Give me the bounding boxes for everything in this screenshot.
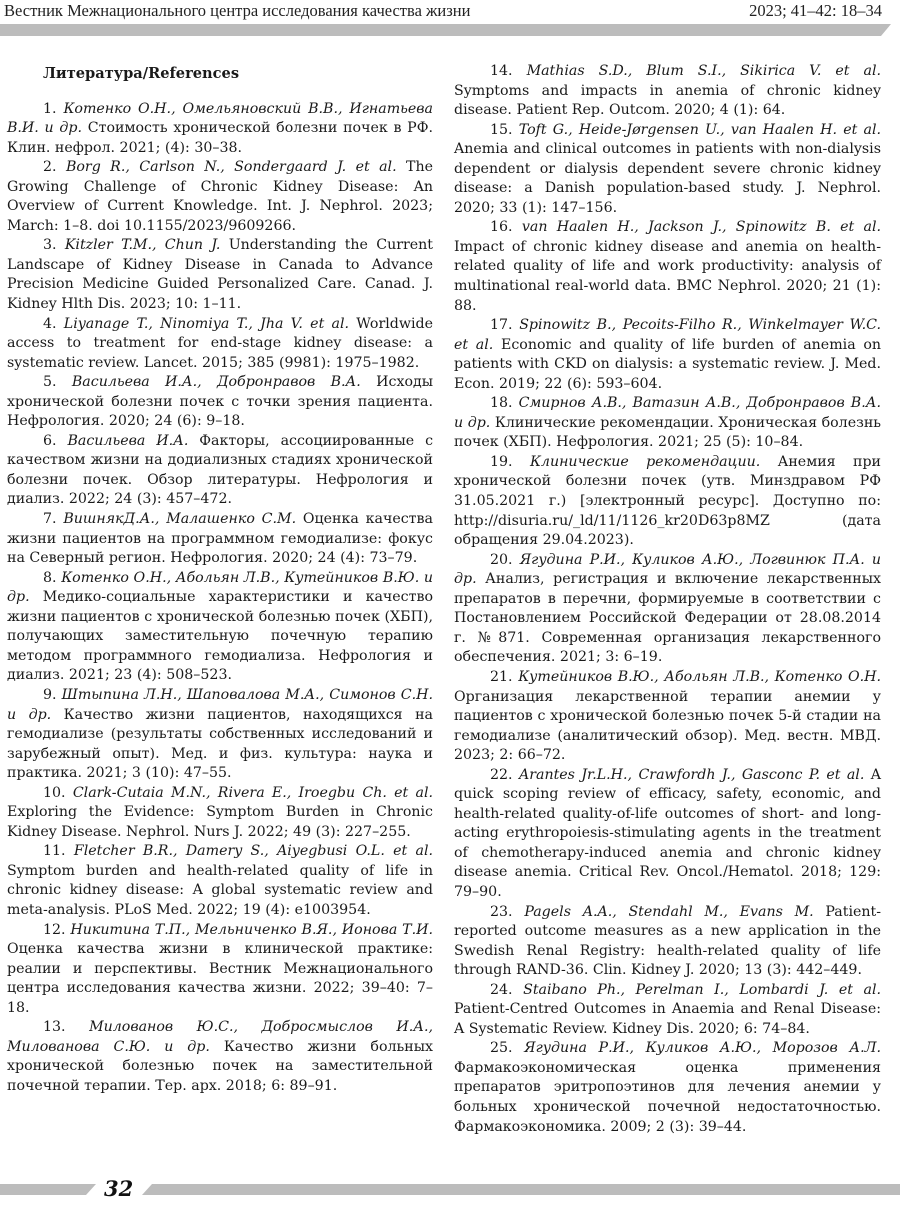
reference-authors: Штыпина Л.Н., Шаповалова М.А., Симонов С.Н. и др. bbox=[7, 686, 434, 723]
reference-authors: Ягудина Р.И., Куликов А.Ю., Морозов А.Л. bbox=[524, 1040, 882, 1057]
reference-item bbox=[454, 766, 881, 903]
reference-item bbox=[454, 121, 881, 219]
reference-authors: Kitzler T.M., Chun J. bbox=[64, 237, 221, 254]
reference-number: 16. bbox=[490, 219, 513, 236]
header-rule-bar bbox=[0, 24, 881, 36]
reference-text: Understanding the Current Landscape of Kidney Disease in Canada to Advance Precision Medicine Guided Personalized Care. Canad. J. Kidney Hlth Dis. 2023; 10: 1–11. bbox=[7, 237, 434, 313]
reference-text: Клинические рекомендации. Хроническая болезнь почек (ХБП). Нефрология. 2021; 25 (5): 10–84. bbox=[454, 414, 882, 451]
reference-item bbox=[454, 551, 881, 668]
reference-number: 15. bbox=[490, 121, 513, 138]
reference-authors: Котенко О.Н., Омельяновский В.В., Игнатьева В.И. и др. bbox=[7, 100, 433, 137]
reference-authors: Clark-Cutaia M.N., Rivera E., Iroegbu Ch. et al. bbox=[72, 784, 433, 801]
reference-text: The Growing Challenge of Chronic Kidney Disease: An Overview of Current Knowledge. Int. J. Nephrol. 2023; March: 1–8. doi 10.1155/2023/9609266. bbox=[7, 159, 433, 234]
reference-text: Symptom burden and health-related quality of life in chronic kidney disease: A global systematic review and meta-analysis. PLoS Med. 2022; 19 (4): e1003954. bbox=[7, 862, 433, 918]
reference-authors: Кутейников В.Ю., Абольян Л.В., Котенко О.Н. bbox=[518, 668, 881, 685]
reference-list-left bbox=[7, 100, 433, 1097]
reference-authors: Mathias S.D., Blum S.I., Sikirica V. et al. bbox=[526, 63, 881, 79]
reference-item bbox=[7, 100, 433, 159]
reference-text: Оценка качества жизни пациентов на программном гемодиализе: фокус на Северный регион. Нефрология. 2020; 24 (4): 73–79. bbox=[7, 511, 433, 567]
reference-text: Анализ, регистрация и включение лекарственных препаратов в перечни, формируемые в соответствии с Постановлением Российской Федерации от 28.08.2014 г. №871. Современная организация лекарственного обеспечения. 2021; 3: 6–19. bbox=[454, 571, 882, 666]
reference-item bbox=[7, 686, 433, 784]
reference-number: 1. bbox=[43, 100, 57, 117]
footer-rule-left bbox=[0, 1184, 86, 1195]
reference-text: Economic and quality of life burden of anemia on patients with CKD on dialysis: a systematic review. J. Med. Econ. 2019; 22 (6): 593–604. bbox=[454, 336, 881, 392]
reference-item bbox=[454, 62, 881, 121]
reference-number: 8. bbox=[43, 569, 57, 586]
right-column bbox=[454, 62, 881, 1137]
reference-item bbox=[454, 218, 881, 316]
reference-number: 22. bbox=[490, 766, 513, 783]
reference-authors: Spinowitz B., Pecoits-Filho R., Winkelmayer W.C. et al. bbox=[454, 317, 882, 353]
reference-item bbox=[7, 842, 433, 920]
reference-text: Качество жизни больных хронической болезнью почек на заместительной почечной терапии. Тер. арх. 2018; 6: 89–91. bbox=[7, 1038, 433, 1094]
reference-text: Анемия при хронической болезни почек (утв. Минздравом РФ 31.05.2021 г.) [электронный ресурс]. Доступно по: http://disuria.ru/_ld/11/1126_kr20D63p8MZ (дата обращения 29.04.2023). bbox=[454, 453, 881, 549]
reference-number: 20. bbox=[490, 551, 513, 568]
reference-authors: van Haalen H., Jackson J., Spinowitz B. et al. bbox=[521, 219, 881, 236]
reference-number: 24. bbox=[490, 981, 513, 998]
reference-number: 7. bbox=[43, 511, 57, 528]
reference-text: Качество жизни пациентов, находящихся на гемодиализе (результаты собственных исследований и зарубежный опыт). Мед. и физ. культура: наука и практика. 2021; 3 (10): 47–55. bbox=[7, 706, 434, 782]
reference-authors: Клинические рекомендации. bbox=[529, 453, 761, 470]
reference-authors: Смирнов А.В., Ватазин А.В., Добронравов В.А. и др. bbox=[454, 395, 881, 431]
reference-authors: Котенко О.Н., Абольян Л.В., Кутейников В.Ю. и др. bbox=[7, 569, 433, 606]
reference-text: Факторы, ассоциированные с качеством жизни на додиализных стадиях хронической болезни почек. Обзор литературы. Нефрология и диализ. 2022; 24 (3): 457–472. bbox=[7, 432, 434, 508]
reference-item bbox=[7, 236, 433, 314]
reference-number: 12. bbox=[43, 921, 66, 938]
reference-item bbox=[7, 921, 433, 1019]
reference-authors: Никитина Т.П., Мельниченко В.Я., Ионова Т.И. bbox=[70, 921, 433, 938]
reference-item bbox=[454, 1039, 881, 1137]
reference-authors: Arantes Jr.L.H., Crawfordh J., Gasconc P. et al. bbox=[518, 766, 865, 783]
reference-authors: Fletcher B.R., Damery S., Aiyegbusi O.L. et al. bbox=[73, 843, 433, 860]
issue-info: 2023; 41–42: 18–34 bbox=[749, 1, 882, 20]
reference-item bbox=[454, 316, 881, 394]
reference-authors: ВишнякД.А., Малашенко С.М. bbox=[63, 511, 297, 528]
reference-number: 2. bbox=[43, 159, 57, 176]
reference-text: A quick scoping review of efficacy, safety, economic, and health-related quality-of-life outcomes of short- and long-acting erythropoiesis-stimulating agents in the treatment of chemotherapy-induced anemia and chronic kidney disease anemia. Critical Rev. Oncol./Hematol. 2018; 129: 79–90. bbox=[454, 766, 881, 900]
reference-text: Организация лекарственной терапии анемии у пациентов с хронической болезнью почек 5-й стадии на гемодиализе (аналитический обзор). Мед. вестн. МВД. 2023; 2: 66–72. bbox=[454, 688, 881, 764]
reference-list-right bbox=[454, 62, 881, 1137]
reference-text: Exploring the Evidence: Symptom Burden in Chronic Kidney Disease. Nephrol. Nurs J. 2022; 49 (3): 227–255. bbox=[7, 804, 433, 840]
reference-text: Фармакоэкономическая оценка применения препаратов эритропоэтинов для лечения анемии у больных хронической почечной недостаточностью. Фармакоэкономика. 2009; 2 (3): 39–44. bbox=[454, 1059, 881, 1135]
references-heading: Литература/References bbox=[43, 65, 240, 82]
reference-number: 18. bbox=[490, 395, 513, 412]
reference-item bbox=[454, 668, 881, 766]
reference-authors: Borg R., Carlson N., Sondergaard J. et al. bbox=[65, 159, 397, 176]
reference-authors: Pagels A.A., Stendahl M., Evans M. bbox=[524, 903, 814, 920]
reference-text: Оценка качества жизни в клинической практике: реалии и перспективы. Вестник Межнационального центра исследования качества жизни. 2022; 39–40: 7–18. bbox=[7, 941, 433, 1016]
reference-item bbox=[7, 510, 433, 569]
journal-title: Вестник Межнационального центра исследования качества жизни bbox=[4, 1, 471, 20]
reference-authors: Ягудина Р.И., Куликов А.Ю., Логвинюк П.А. и др. bbox=[454, 551, 882, 588]
reference-number: 6. bbox=[43, 432, 57, 449]
reference-number: 21. bbox=[490, 668, 513, 685]
left-column bbox=[7, 62, 433, 1096]
reference-number: 11. bbox=[43, 843, 66, 860]
page-number: 32 bbox=[104, 1176, 134, 1201]
reference-number: 4. bbox=[43, 315, 57, 332]
reference-item bbox=[454, 981, 881, 1040]
reference-text: Медико-социальные характеристики и качество жизни пациентов с хронической болезнью почек (ХБП), получающих заместительную почечную терапию методом программного гемодиализа. Нефрология и диализ. 2021; 23 (4): 508–523. bbox=[7, 589, 434, 684]
reference-authors: Васильева И.А., Добронравов В.А. bbox=[71, 374, 361, 391]
reference-text: Symptoms and impacts in anemia of chronic kidney disease. Patient Rep. Outcom. 2020; 4 (1): 64. bbox=[454, 82, 881, 119]
reference-authors: Васильева И.А. bbox=[67, 432, 189, 449]
reference-item bbox=[7, 1018, 433, 1096]
reference-number: 17. bbox=[490, 317, 513, 334]
reference-authors: Liyanage T., Ninomiya T., Jha V. et al. bbox=[63, 315, 350, 332]
reference-number: 23. bbox=[490, 903, 513, 920]
reference-item bbox=[7, 373, 433, 432]
reference-number: 3. bbox=[43, 237, 57, 254]
reference-item bbox=[7, 315, 433, 374]
running-header bbox=[0, 0, 900, 22]
reference-authors: Toft G., Heide-Jørgensen U., van Haalen H. et al. bbox=[518, 121, 881, 138]
reference-number: 19. bbox=[490, 453, 513, 470]
reference-item bbox=[454, 903, 881, 981]
reference-authors: Staibano Ph., Perelman I., Lombardi J. et al. bbox=[523, 981, 881, 998]
reference-number: 9. bbox=[43, 686, 57, 703]
reference-item bbox=[454, 453, 881, 551]
reference-item bbox=[7, 569, 433, 686]
reference-item bbox=[7, 784, 433, 843]
reference-number: 14. bbox=[490, 63, 513, 79]
reference-text: Impact of chronic kidney disease and anemia on health-related quality of life and work productivity: analysis of multinational real-world data. BMC Nephrol. 2020; 21 (1): 88. bbox=[454, 238, 881, 314]
reference-text: Стоимость хронической болезни почек в РФ. Клин. нефрол. 2021; (4): 30–38. bbox=[7, 120, 434, 156]
reference-number: 25. bbox=[490, 1040, 513, 1057]
footer-rule-right bbox=[152, 1184, 900, 1195]
reference-text: Patient-Centred Outcomes in Anaemia and Renal Disease: A Systematic Review. Kidney Dis. 2020; 6: 74–84. bbox=[454, 1001, 881, 1037]
reference-text: Patient-reported outcome measures as a new application in the Swedish Renal Registry: health-related quality of life through RAND-36. Clin. Kidney J. 2020; 13 (3): 442–449. bbox=[454, 903, 882, 979]
reference-item bbox=[7, 432, 433, 510]
reference-text: Worldwide access to treatment for end-stage kidney disease: a systematic review. Lancet. 2015; 385 (9981): 1975–1982. bbox=[7, 315, 434, 371]
reference-number: 13. bbox=[43, 1019, 66, 1036]
reference-number: 5. bbox=[43, 374, 57, 391]
reference-authors: Милованов Ю.С., Добросмыслов И.А., Милованова С.Ю. и др. bbox=[7, 1019, 433, 1055]
reference-number: 10. bbox=[43, 784, 66, 801]
reference-item bbox=[454, 394, 881, 453]
reference-item bbox=[7, 158, 433, 236]
reference-text: Исходы хронической болезни почек с точки зрения пациента. Нефрология. 2020; 24 (6): 9–18. bbox=[7, 374, 434, 430]
page-footer bbox=[0, 1170, 900, 1207]
reference-text: Anemia and clinical outcomes in patients with non-dialysis dependent or dialysis dependent severe chronic kidney disease: a Danish population-based study. J. Nephrol. 2020; 33 (1): 147–156. bbox=[454, 141, 881, 216]
